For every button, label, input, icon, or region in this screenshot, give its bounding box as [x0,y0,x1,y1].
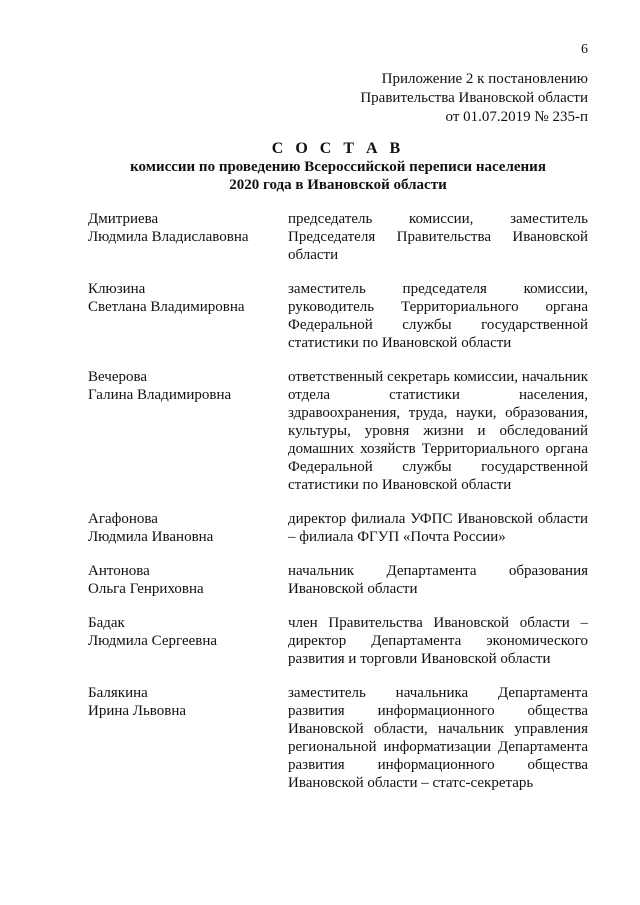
member-surname: Антонова [88,563,150,579]
member-given-name: Людмила Владиславовна [88,229,249,245]
member-name [88,684,288,792]
member-role: председатель комиссии, заместитель Председателя Правительства Ивановской области [288,211,588,263]
member-row [88,510,588,546]
member-given-name: Ольга Генриховна [88,581,204,597]
member-role: директор филиала УФПС Ивановской области – филиала ФГУП «Почта России» [288,511,588,545]
member-role: член Правительства Ивановской области – директор Департамента экономического развития и торговли Ивановской области [288,615,588,667]
member-given-name: Людмила Сергеевна [88,633,218,649]
member-name [88,280,288,352]
members-list [88,210,588,808]
member-name [88,614,288,668]
title-line-2: 2020 года в Ивановской области [229,177,447,193]
member-row [88,210,588,264]
member-role: начальник Департамента образования Ивановской области [288,563,588,597]
member-name [88,368,288,494]
page-number: 6 [581,42,588,57]
member-surname: Клюзина [88,281,146,297]
member-row [88,368,588,494]
member-given-name: Ирина Львовна [88,703,187,719]
member-given-name: Людмила Ивановна [88,529,214,545]
member-given-name: Светлана Владимировна [88,299,245,315]
member-name [88,510,288,546]
appendix-line-1: Приложение 2 к постановлению [381,71,588,87]
appendix-line-3: от 01.07.2019 № 235-п [445,109,588,125]
member-surname: Балякина [88,685,148,701]
member-surname: Бадак [88,615,125,631]
member-row [88,614,588,668]
member-role: заместитель председателя комиссии, руководитель Территориального органа Федеральной службы государственной статистики по Ивановской области [288,281,588,351]
member-surname: Вечерова [88,369,148,385]
title-line-1: комиссии по проведению Всероссийской переписи населения [130,159,546,175]
member-role: заместитель начальника Департамента развития информационного общества Ивановской области, начальник управления региональной информатизации Департамента развития информационного общества Ивановской области – статс-секретарь [288,685,588,791]
member-surname: Дмитриева [88,211,159,227]
appendix-header [360,70,588,127]
member-row [88,280,588,352]
member-name [88,210,288,264]
appendix-line-2: Правительства Ивановской области [360,90,588,106]
member-surname: Агафонова [88,511,158,527]
member-row [88,562,588,598]
member-name [88,562,288,598]
member-row [88,684,588,792]
member-role: ответственный секретарь комиссии, начальник отдела статистики населения, здравоохранения, труда, науки, образования, культуры, уровня жизни и обследований домашних хозяйств Территориального органа Федеральной службы государственной статистики по Ивановской области [288,369,588,493]
member-given-name: Галина Владимировна [88,387,232,403]
title-heading: С О С Т А В [271,140,405,157]
document-title [88,140,588,194]
